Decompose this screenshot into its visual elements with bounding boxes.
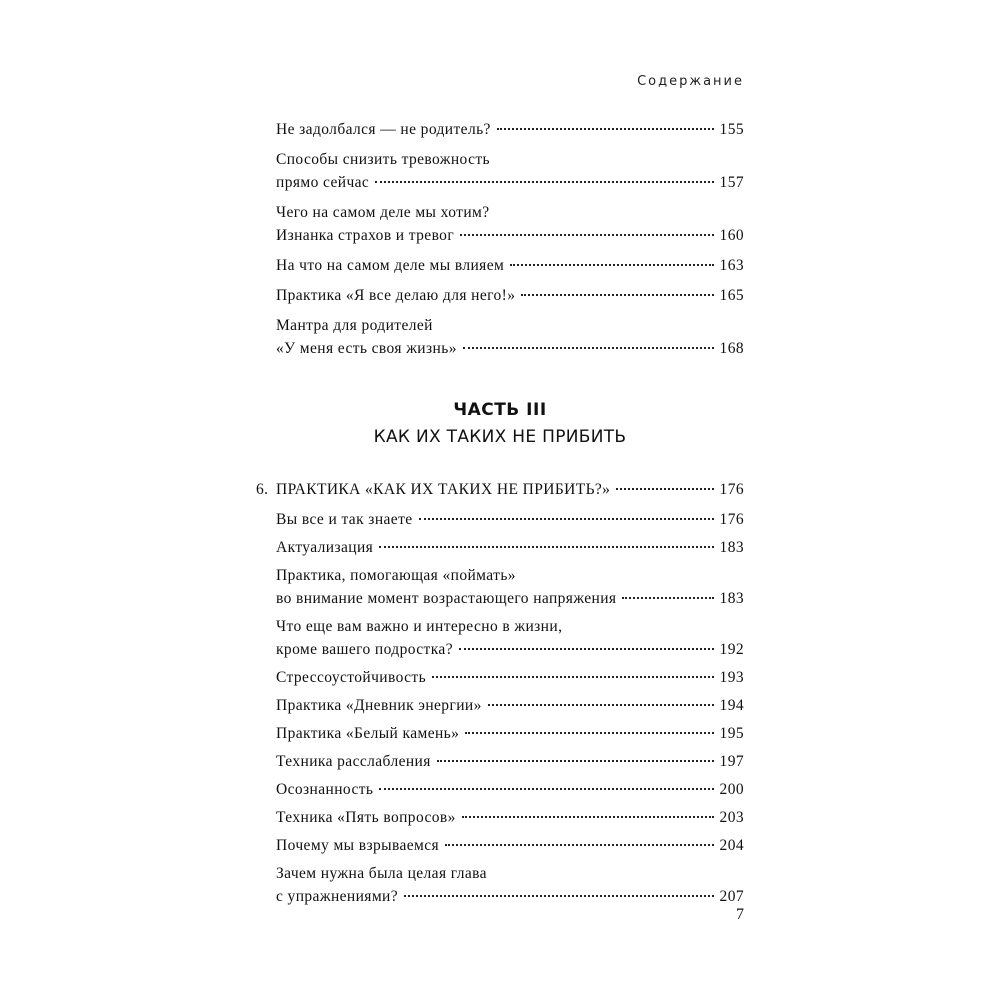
toc-entry[interactable] <box>256 148 744 194</box>
toc-entry-page: 197 <box>719 753 744 770</box>
leader-dots <box>462 816 714 818</box>
toc-section-top <box>256 118 744 360</box>
part-number: ЧАСТЬ III <box>453 400 547 420</box>
leader-dots <box>460 234 713 236</box>
chapter-number: 6. <box>256 481 269 498</box>
toc-entry-page: 160 <box>719 227 744 244</box>
leader-dots <box>459 648 714 650</box>
toc-entry[interactable] <box>256 314 744 360</box>
toc-entry-page: 183 <box>719 539 744 556</box>
toc-entry[interactable] <box>256 536 744 559</box>
toc-entry-title: Практика «Я все делаю для него!» <box>276 287 516 304</box>
toc-entry-page: 157 <box>719 174 744 191</box>
toc-entry-title-line: Чего на самом деле мы хотим? <box>276 204 490 221</box>
toc-entry-page: 203 <box>719 809 744 826</box>
leader-dots <box>521 294 713 296</box>
leader-dots <box>488 704 714 706</box>
toc-entry[interactable] <box>256 834 744 857</box>
toc-entry-title-line: Мантра для родителей <box>276 317 433 334</box>
toc-entry-title: Практика «Дневник энергии» <box>276 697 482 714</box>
toc-entry[interactable] <box>256 118 744 141</box>
toc-entry-page: 168 <box>719 340 744 357</box>
leader-dots <box>510 264 713 266</box>
toc-entry[interactable] <box>256 201 744 247</box>
leader-dots <box>616 488 713 490</box>
toc-entry-title: кроме вашего подростка? <box>276 641 453 658</box>
toc-entry[interactable] <box>256 254 744 277</box>
leader-dots <box>437 760 714 762</box>
toc-entry[interactable] <box>256 564 744 610</box>
toc-entry-title: Стрессоустойчивость <box>276 669 427 686</box>
leader-dots <box>497 128 714 130</box>
toc-entry-page: 204 <box>719 837 744 854</box>
leader-dots <box>622 597 713 599</box>
toc-entry-title: Техника расслабления <box>276 753 431 770</box>
toc-entry-title: прямо сейчас <box>276 174 370 191</box>
toc-entry[interactable] <box>256 694 744 717</box>
toc-entry-page: 155 <box>719 121 744 138</box>
toc-entry-title: Изнанка страхов и тревог <box>276 227 455 244</box>
toc-entry-title: во внимание момент возрастающего напряжения <box>276 590 617 607</box>
toc-section-bottom <box>256 508 744 908</box>
leader-dots <box>463 347 714 349</box>
leader-dots <box>404 895 714 897</box>
toc-entry-title: Почему мы взрываемся <box>276 837 440 854</box>
toc-entry-page: 193 <box>719 669 744 686</box>
leader-dots <box>379 788 713 790</box>
leader-dots <box>445 844 714 846</box>
toc-entry-title: Не задолбался — не родитель? <box>276 121 491 138</box>
toc-entry[interactable] <box>256 666 744 689</box>
toc-entry[interactable] <box>256 806 744 829</box>
toc-entry[interactable] <box>256 284 744 307</box>
part-title: КАК ИХ ТАКИХ НЕ ПРИБИТЬ <box>373 427 627 447</box>
chapter-page: 176 <box>719 481 744 498</box>
page-number: 7 <box>736 906 744 923</box>
toc-entry-title-line: Зачем нужна была целая глава <box>276 865 487 882</box>
toc-entry-page: 176 <box>719 511 744 528</box>
toc-entry[interactable] <box>256 778 744 801</box>
toc-entry-title: Вы все и так знаете <box>276 511 413 528</box>
toc-entry-title-line: Способы снизить тревожность <box>276 151 491 168</box>
toc-entry-page: 207 <box>719 888 744 905</box>
part-heading <box>256 398 744 450</box>
toc-entry-title-line: Практика, помогающая «поймать» <box>276 567 516 584</box>
leader-dots <box>375 181 713 183</box>
toc-entry-page: 183 <box>719 590 744 607</box>
chapter-entry[interactable] <box>256 478 744 501</box>
toc-entry-title: «У меня есть своя жизнь» <box>276 340 457 357</box>
toc-entry-page: 200 <box>719 781 744 798</box>
toc-entry-title: Актуализация <box>276 539 374 556</box>
toc-entry-title: с упражнениями? <box>276 888 399 905</box>
toc-entry-title: Осознанность <box>276 781 374 798</box>
leader-dots <box>379 546 713 548</box>
toc-entry-page: 195 <box>719 725 744 742</box>
leader-dots <box>419 518 714 520</box>
toc-entry-page: 165 <box>719 287 744 304</box>
chapter-title: ПРАКТИКА «КАК ИХ ТАКИХ НЕ ПРИБИТЬ?» <box>276 481 611 498</box>
leader-dots <box>432 676 714 678</box>
toc-entry-title: Практика «Белый камень» <box>276 725 460 742</box>
toc-entry[interactable] <box>256 722 744 745</box>
toc-entry-page: 163 <box>719 257 744 274</box>
toc-entry-page: 192 <box>719 641 744 658</box>
toc-entry-title: На что на самом деле мы влияем <box>276 257 505 274</box>
toc-entry-title-line: Что еще вам важно и интересно в жизни, <box>276 618 563 635</box>
toc-entry[interactable] <box>256 862 744 908</box>
running-header: Содержание <box>637 74 744 89</box>
toc-entry-page: 194 <box>719 697 744 714</box>
toc-entry[interactable] <box>256 615 744 661</box>
toc-entry[interactable] <box>256 508 744 531</box>
toc-entry-title: Техника «Пять вопросов» <box>276 809 456 826</box>
toc-entry[interactable] <box>256 750 744 773</box>
leader-dots <box>465 732 713 734</box>
table-of-contents <box>256 118 744 913</box>
